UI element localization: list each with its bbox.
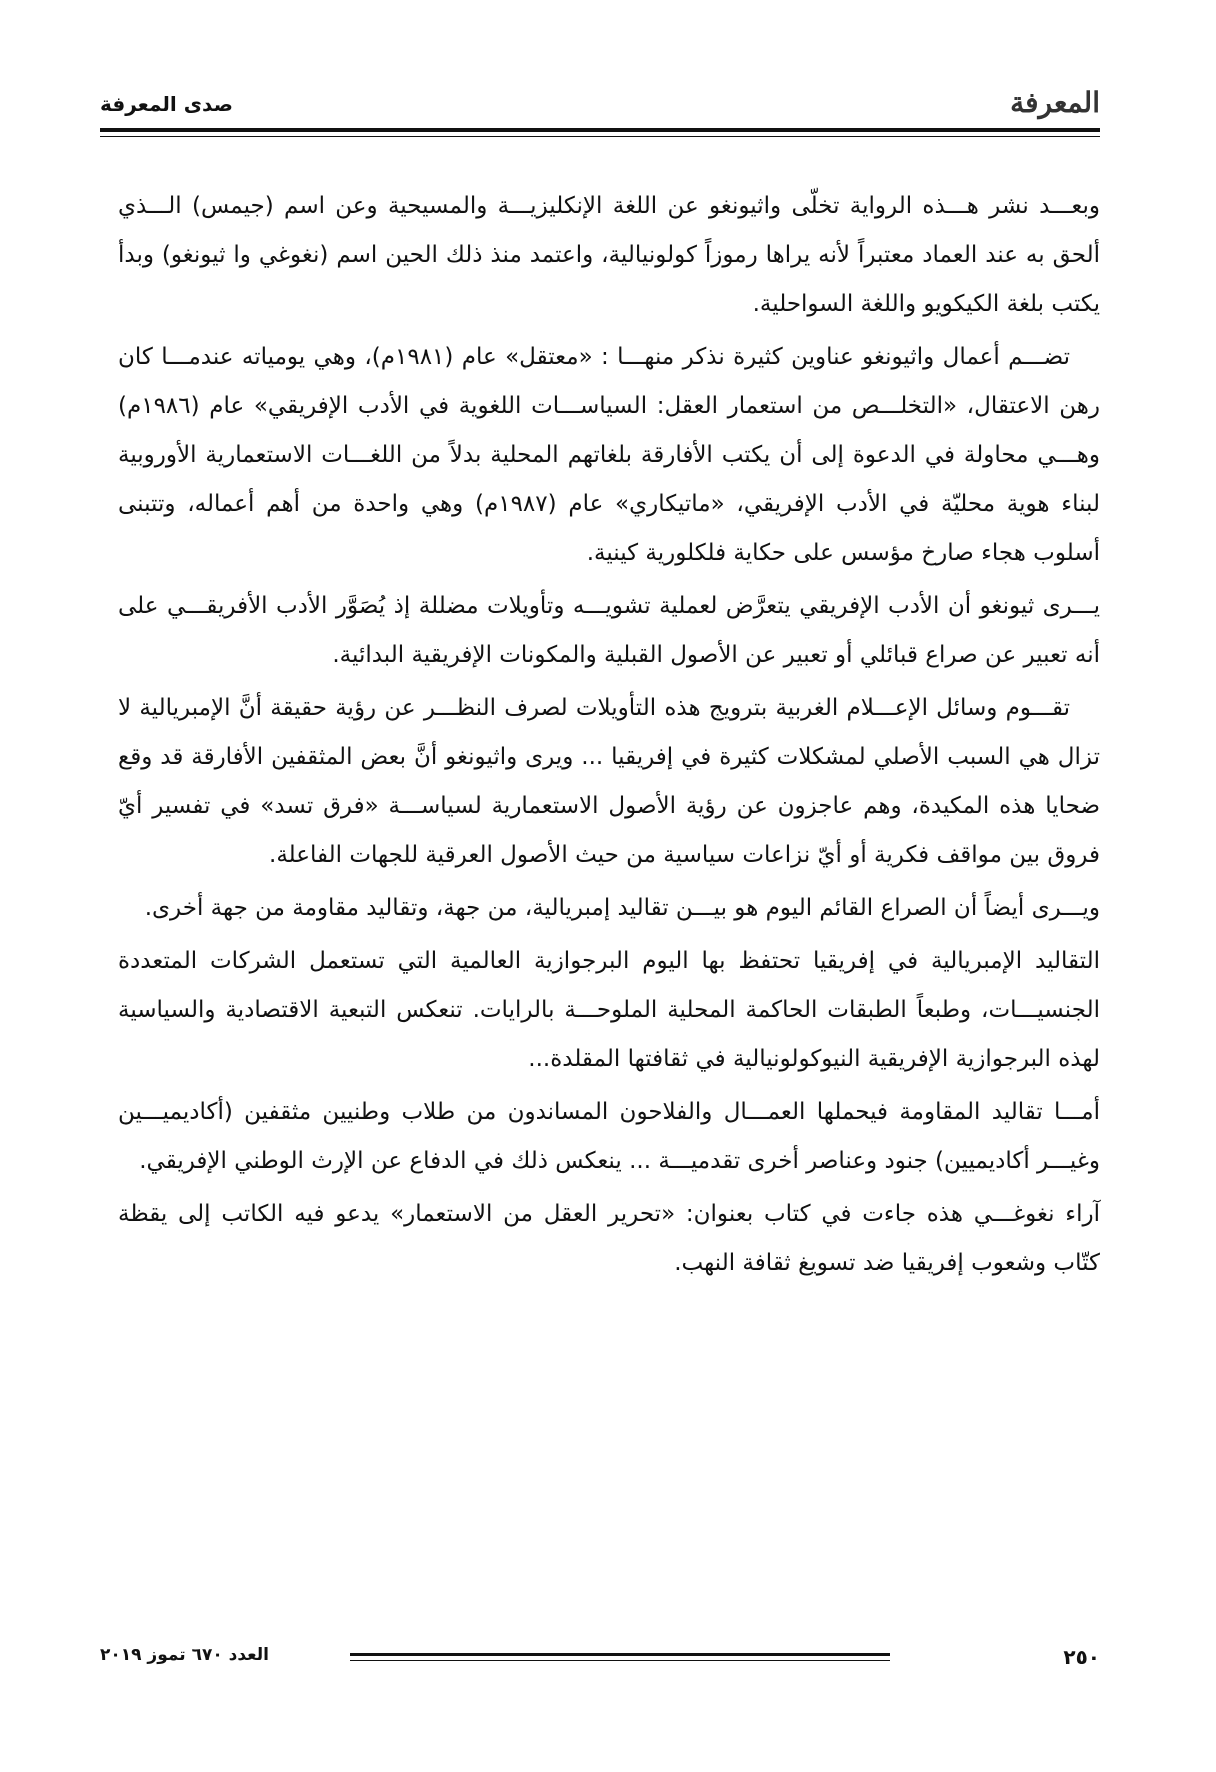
paragraph-1: وبعـــد نشر هـــذه الرواية تخلّى واثيونغو عن اللغة الإنكليزيـــة والمسيحية وعن اسم (جيمس) الـــذي ألحق به عند العماد معتبراً لأنه يراها رموزاً كولونيالية، واعتمد منذ ذلك الحين اسم (نغوغي وا ثيونغو) وبدأ يكتب بلغة الكيكويو واللغة السواحلية.: [118, 193, 1100, 317]
paragraph-5: ويـــرى أيضاً أن الصراع القائم اليوم هو بيـــن تقاليد إمبريالية، من جهة، وتقاليد مقاومة من جهة أخرى.: [144, 895, 1100, 921]
paragraph-3: يـــرى ثيونغو أن الأدب الإفريقي يتعرَّض لعملية تشويـــه وتأويلات مضللة إذ يُصَوَّر الأدب الأفريقـــي على أنه تعبير عن صراع قبائلي أو تعبير عن الأصول القبلية والمكونات الإفريقية البدائية.: [118, 593, 1100, 668]
issue-info: العدد ٦٧٠ تموز ٢٠١٩: [100, 1645, 269, 1665]
paragraph-6: التقاليد الإمبريالية في إفريقيا تحتفظ بها اليوم البرجوازية العالمية التي تستعمل الشركات المتعددة الجنسيـــات، وطبعاً الطبقات الحاكمة المحلية الملوحـــة بالرايات. تنعكس التبعية الاقتصادية والسياسية لهذه البرجوازية الإفريقية النيوكولونيالية في ثقافتها المقلدة...: [118, 948, 1100, 1072]
paragraph-8: آراء نغوغـــي هذه جاءت في كتاب بعنوان: «تحرير العقل من الاستعمار» يدعو فيه الكاتب إلى يقظة كتّاب وشعوب إفريقيا ضد تسويغ ثقافة النهب.: [118, 1201, 1100, 1276]
page-header: [100, 86, 1100, 130]
header-rule-thin: [100, 136, 1100, 137]
section-title: صدى المعرفة: [100, 92, 233, 116]
magazine-logo: المعرفة: [1010, 86, 1100, 119]
footer-rule-thick: [350, 1653, 890, 1656]
paragraph-7: أمـــا تقاليد المقاومة فيحملها العمـــال والفلاحون المساندون من طلاب وطنيين مثقفين (أكاديميـــين وغيـــر أكاديميين) جنود وعناصر أخرى تقدميـــة ... ينعكس ذلك في الدفاع عن الإرث الوطني الإفريقي.: [118, 1099, 1100, 1174]
article-body: [118, 182, 1100, 1292]
footer-rule-thin: [350, 1660, 890, 1661]
paragraph-2: تضـــم أعمال واثيونغو عناوين كثيرة نذكر منهـــا : «معتقل» عام (١٩٨١م)، وهي يومياته عندمـــا كان رهن الاعتقال، «التخلـــص من استعمار العقل: السياســـات اللغوية في الأدب الإفريقي» عام (١٩٨٦م) وهـــي محاولة في الدعوة إلى أن يكتب الأفارقة بلغاتهم المحلية بدلاً من اللغـــات الاستعمارية الأوروبية لبناء هوية محليّة في الأدب الإفريقي، «ماتيكاري» عام (١٩٨٧م) وهي واحدة من أهم أعماله، وتتبنى أسلوب هجاء صارخ مؤسس على حكاية فلكلورية كينية.: [118, 344, 1100, 566]
page-number: ٢٥٠: [1063, 1645, 1100, 1669]
page-footer: [100, 1645, 1100, 1685]
header-rule-thick: [100, 128, 1100, 132]
paragraph-4: تقـــوم وسائل الإعـــلام الغربية بترويج هذه التأويلات لصرف النظـــر عن رؤية حقيقة أنَّ الإمبريالية لا تزال هي السبب الأصلي لمشكلات كثيرة في إفريقيا ... ويرى واثيونغو أنَّ بعض المثقفين الأفارقة قد وقع ضحايا هذه المكيدة، وهم عاجزون عن رؤية الأصول الاستعمارية لسياســـة «فرق تسد» في تفسير أيّ فروق بين مواقف فكرية أو أيّ نزاعات سياسية من حيث الأصول العرقية للجهات الفاعلة.: [118, 695, 1100, 868]
